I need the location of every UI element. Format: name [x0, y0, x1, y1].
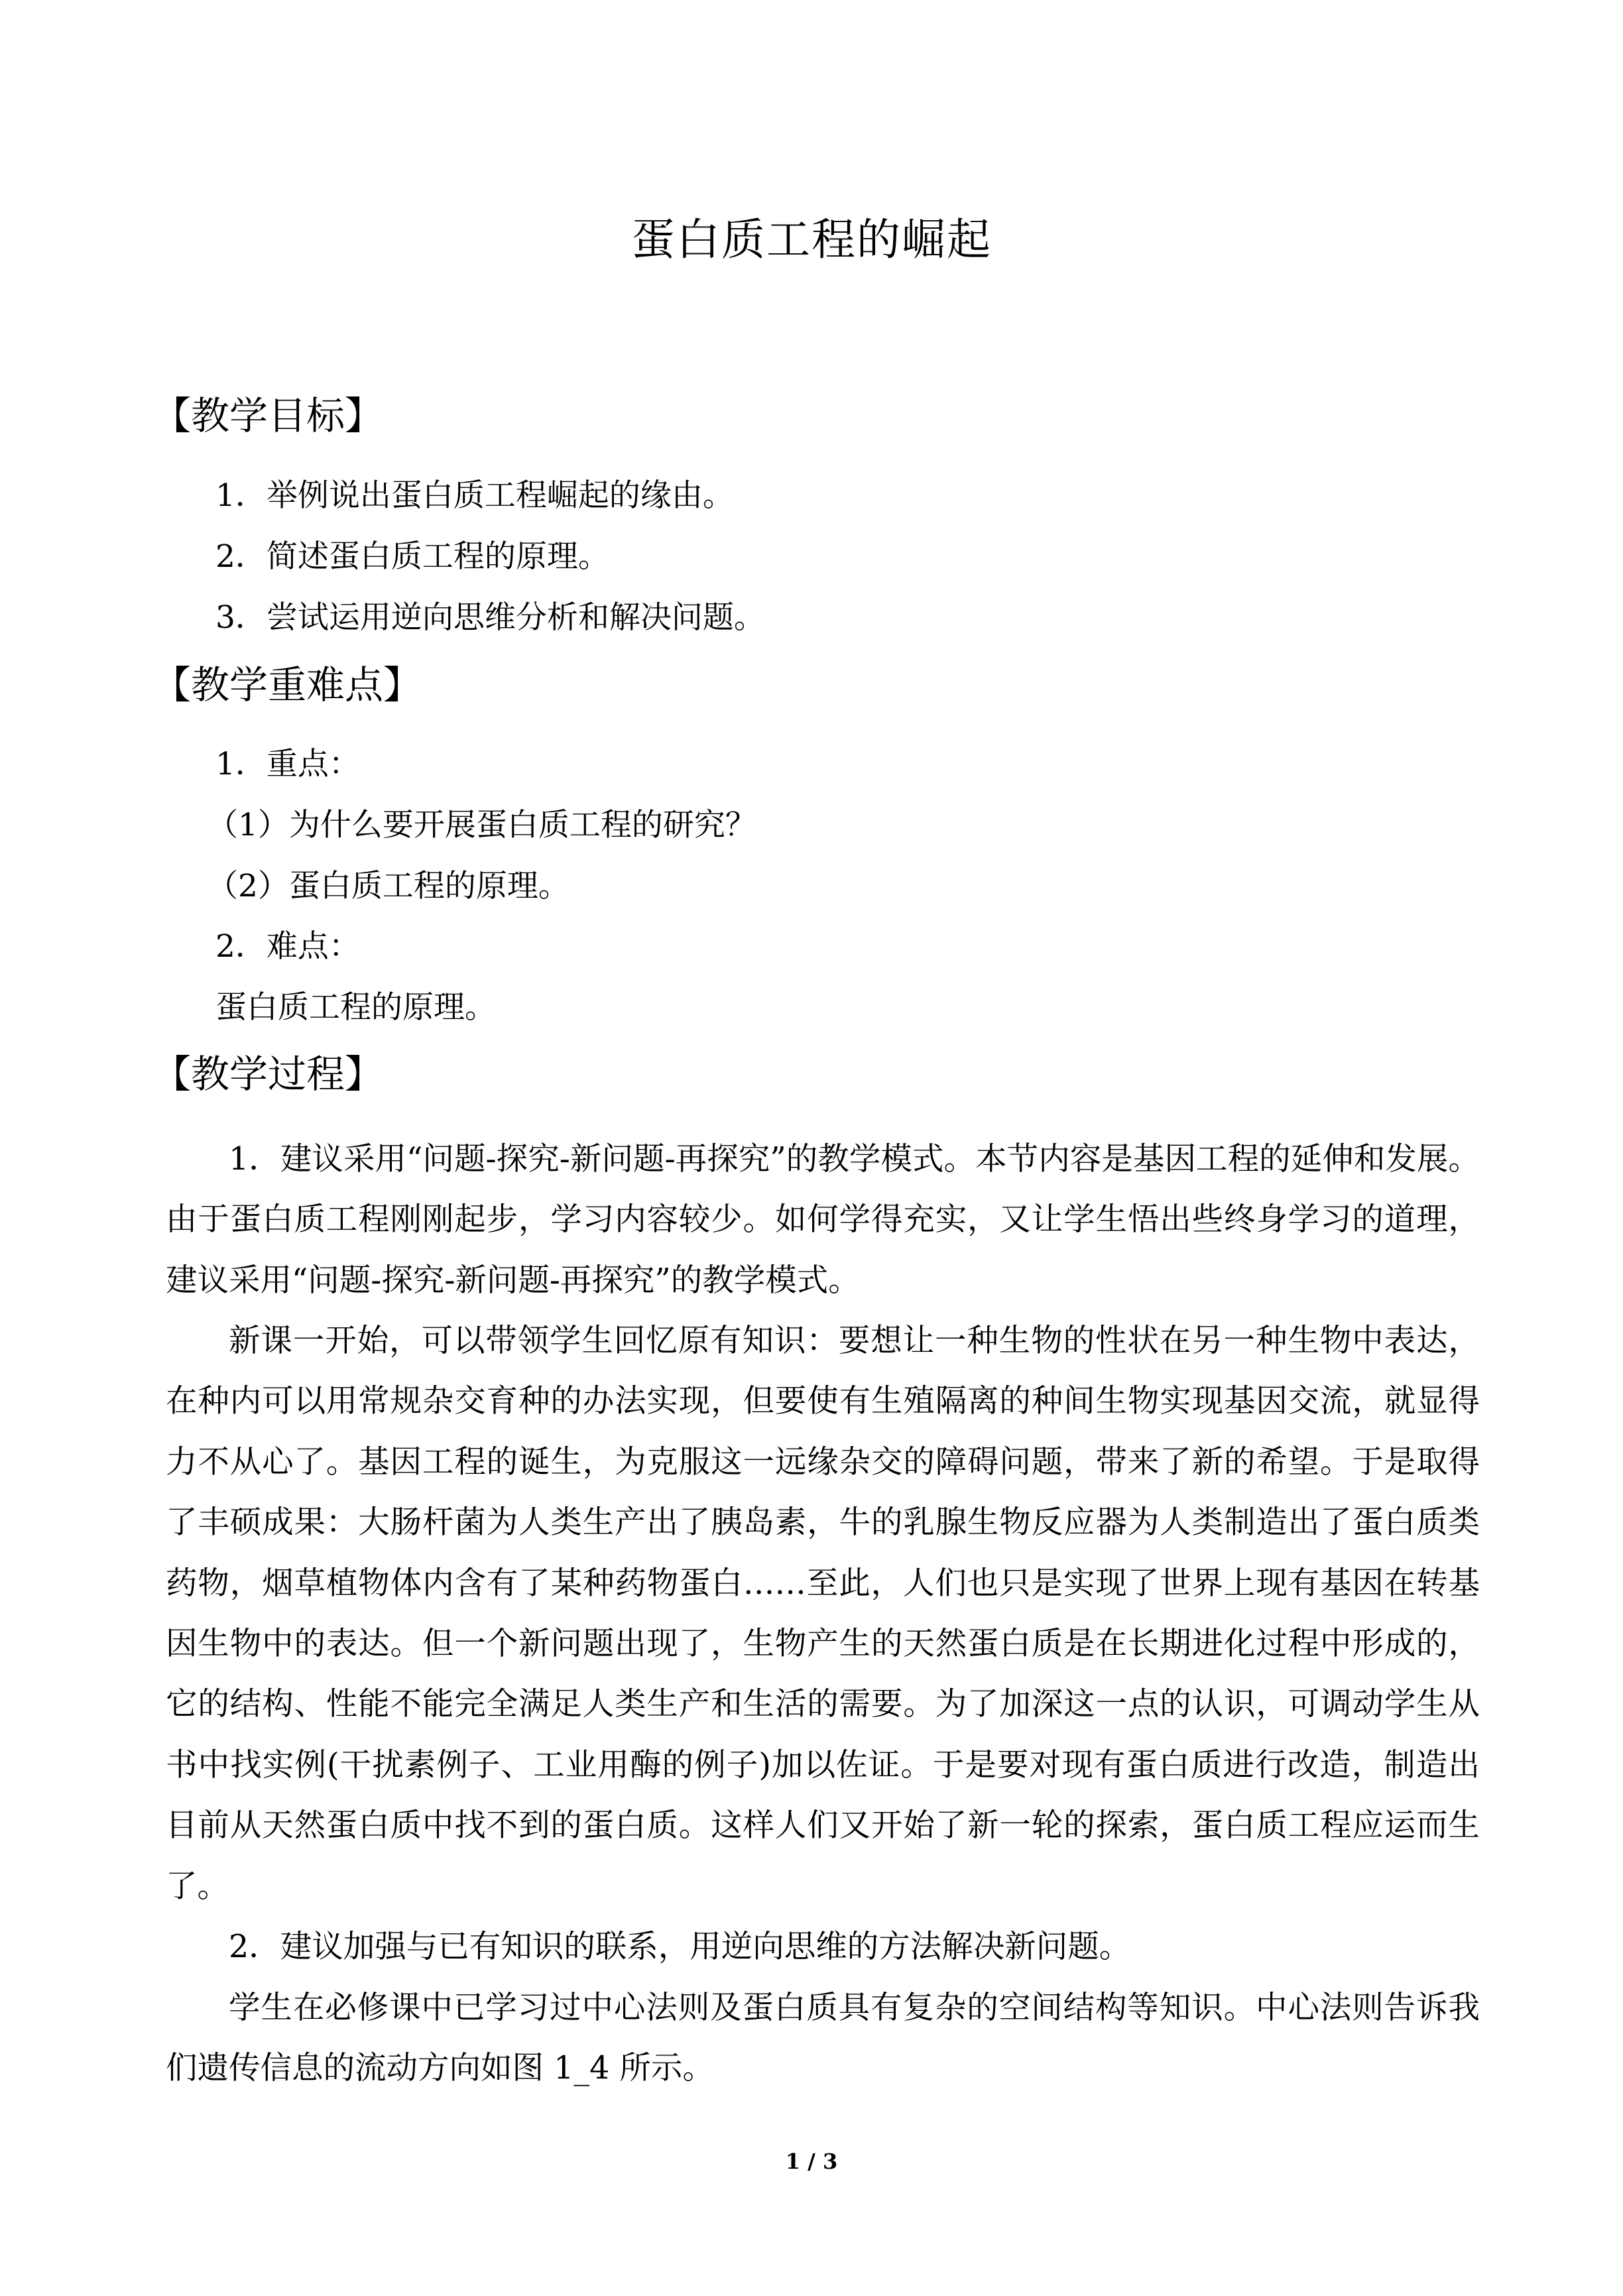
objective-item-1: 1．举例说出蛋白质工程崛起的缘由。 [215, 477, 734, 514]
key-point-line-1: 1．重点： [215, 746, 360, 782]
objective-item-2: 2．简述蛋白质工程的原理。 [215, 538, 609, 575]
process-paragraph-1: 1．建议采用“问题-探究-新问题-再探究”的教学模式。本节内容是基因工程的延伸和发展。由于蛋白质工程刚刚起步，学习内容较少。如何学得充实，又让学生悟出些终身学习的道理，建议采用“问题-探究-新问题-再探究”的教学模式。 [166, 1141, 1480, 1299]
key-point-line-2: （1）为什么要开展蛋白质工程的研究？ [207, 807, 756, 843]
objective-item-3: 3．尝试运用逆向思维分析和解决问题。 [215, 599, 765, 636]
page-number: 1 / 3 [785, 2149, 838, 2174]
section-heading-process: 【教学过程】 [152, 1052, 384, 1097]
key-point-line-3: （2）蛋白质工程的原理。 [207, 868, 570, 904]
section-heading-key-points: 【教学重难点】 [152, 662, 422, 707]
key-point-line-4: 2．难点： [215, 928, 360, 965]
key-point-line-5: 蛋白质工程的原理。 [215, 989, 496, 1026]
process-paragraph-4: 学生在必修课中已学习过中心法则及蛋白质具有复杂的空间结构等知识。中心法则告诉我们遗传信息的流动方向如图 1_4 所示。 [166, 1990, 1480, 2087]
process-paragraph-3: 2．建议加强与已有知识的联系，用逆向思维的方法解决新问题。 [229, 1929, 1131, 1965]
process-paragraph-2: 新课一开始，可以带领学生回忆原有知识：要想让一种生物的性状在另一种生物中表达，在种内可以用常规杂交育种的办法实现，但要使有生殖隔离的种间生物实现基因交流，就显得力不从心了。基因工程的诞生，为克服这一远缘杂交的障碍问题，带来了新的希望。于是取得了丰硕成果：大肠杆菌为人类生产出了胰岛素，牛的乳腺生物反应器为人类制造出了蛋白质类药物，烟草植物体内含有了某种药物蛋白……至此，人们也只是实现了世界上现有基因在转基因生物中的表达。但一个新问题出现了，生物产生的天然蛋白质是在长期进化过程中形成的，它的结构、性能不能完全满足人类生产和生活的需要。为了加深这一点的认识，可调动学生从书中找实例(干扰素例子、工业用酶的例子)加以佐证。于是要对现有蛋白质进行改造，制造出目前从天然蛋白质中找不到的蛋白质。这样人们又开始了新一轮的探索，蛋白质工程应运而生了。 [166, 1323, 1480, 1905]
page-title: 蛋白质工程的崛起 [631, 214, 992, 265]
section-heading-objectives: 【教学目标】 [152, 393, 384, 438]
